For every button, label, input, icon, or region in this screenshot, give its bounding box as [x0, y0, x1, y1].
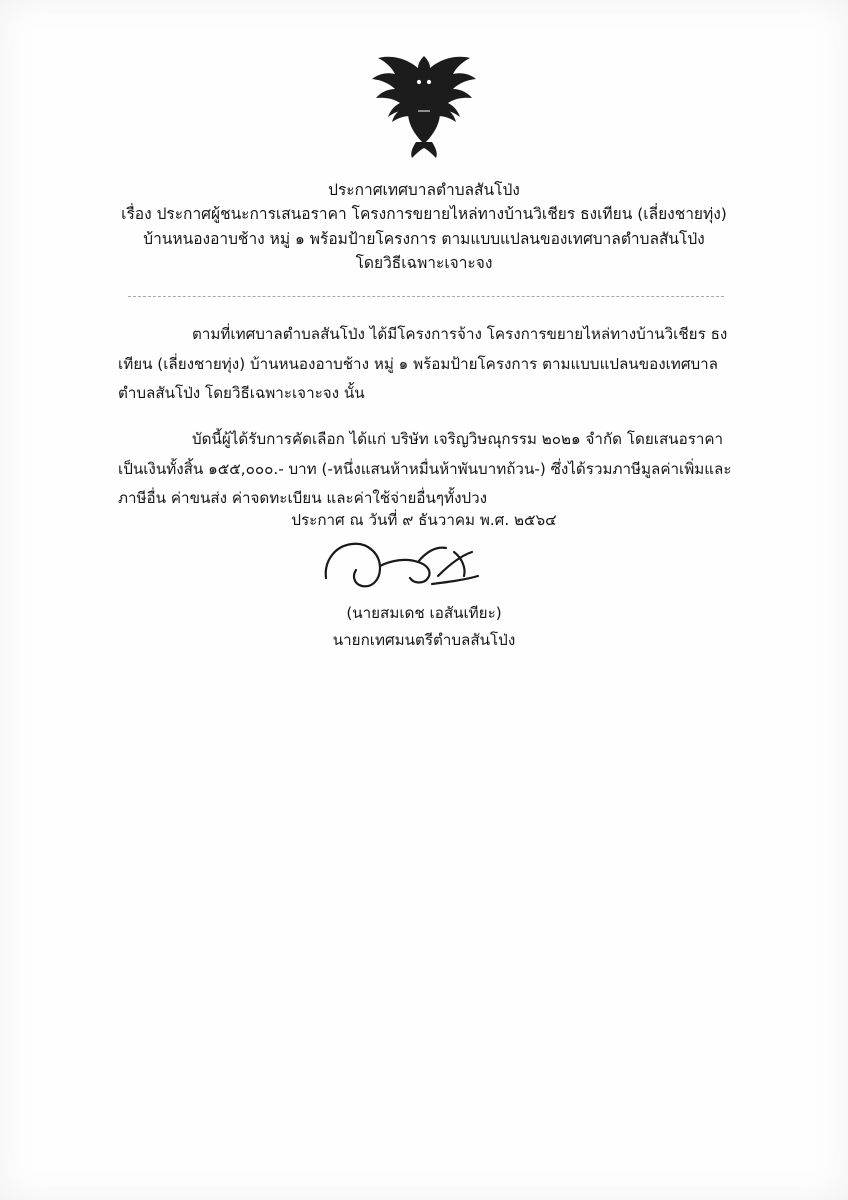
body-paragraph-2 [118, 425, 738, 514]
header-divider [128, 296, 724, 297]
signer-block [0, 600, 848, 653]
signer-position: นายกเทศมนตรีตำบลสันโป่ง [332, 630, 516, 649]
garuda-emblem-icon [364, 44, 484, 164]
paragraph-2-text: บัดนี้ผู้ได้รับการคัดเลือก ได้แก่ บริษัท เจริญวิษณุกรรม ๒๐๒๑ จำกัด โดยเสนอราคา เป็นเงินทั้งสิ้น ๑๕๕,๐๐๐.- บาท (-หนึ่งแสนห้าหมื่นห้าพันบาทถ้วน-) ซึ่งได้รวมภาษีมูลค่าเพิ่มและภาษีอื่น ค่าขนส่ง ค่าจดทะเบียน และค่าใช้จ่ายอื่นๆทั้งปวง [118, 429, 732, 508]
header-line-2: เรื่อง ประกาศผู้ชนะการเสนอราคา โครงการขยายไหล่ทางบ้านวิเชียร ธงเทียน (เลี่ยงชายทุ่ง) [121, 205, 727, 224]
header-line-1: ประกาศเทศบาลตำบลสันโป่ง [328, 181, 520, 199]
announcement-date: ประกาศ ณ วันที่ ๙ ธันวาคม พ.ศ. ๒๕๖๔ [291, 511, 557, 529]
document-body [118, 320, 738, 530]
paragraph-1-text: ตามที่เทศบาลตำบลสันโป่ง ได้มีโครงการจ้าง โครงการขยายไหล่ทางบ้านวิเชียร ธงเทียน (เลี่ยงชายทุ่ง) บ้านหนองอาบช้าง หมู่ ๑ พร้อมป้ายโครงการ ตามแบบแปลนของเทศบาลตำบลสันโป่ง โดยวิธีเฉพาะเจาะจง นั้น [118, 325, 728, 403]
handwritten-signature-icon [314, 532, 534, 602]
emblem-container [0, 44, 848, 164]
signature-container [0, 532, 848, 602]
document-header [0, 178, 848, 276]
signer-name: (นายสมเดช เอสันเทียะ) [346, 604, 502, 622]
header-line-4: โดยวิธีเฉพาะเจาะจง [355, 254, 493, 273]
header-line-3: บ้านหนองอาบช้าง หมู่ ๑ พร้อมป้ายโครงการ ตามแบบแปลนของเทศบาลตำบลสันโป่ง [143, 229, 705, 248]
body-paragraph-1 [118, 320, 738, 409]
